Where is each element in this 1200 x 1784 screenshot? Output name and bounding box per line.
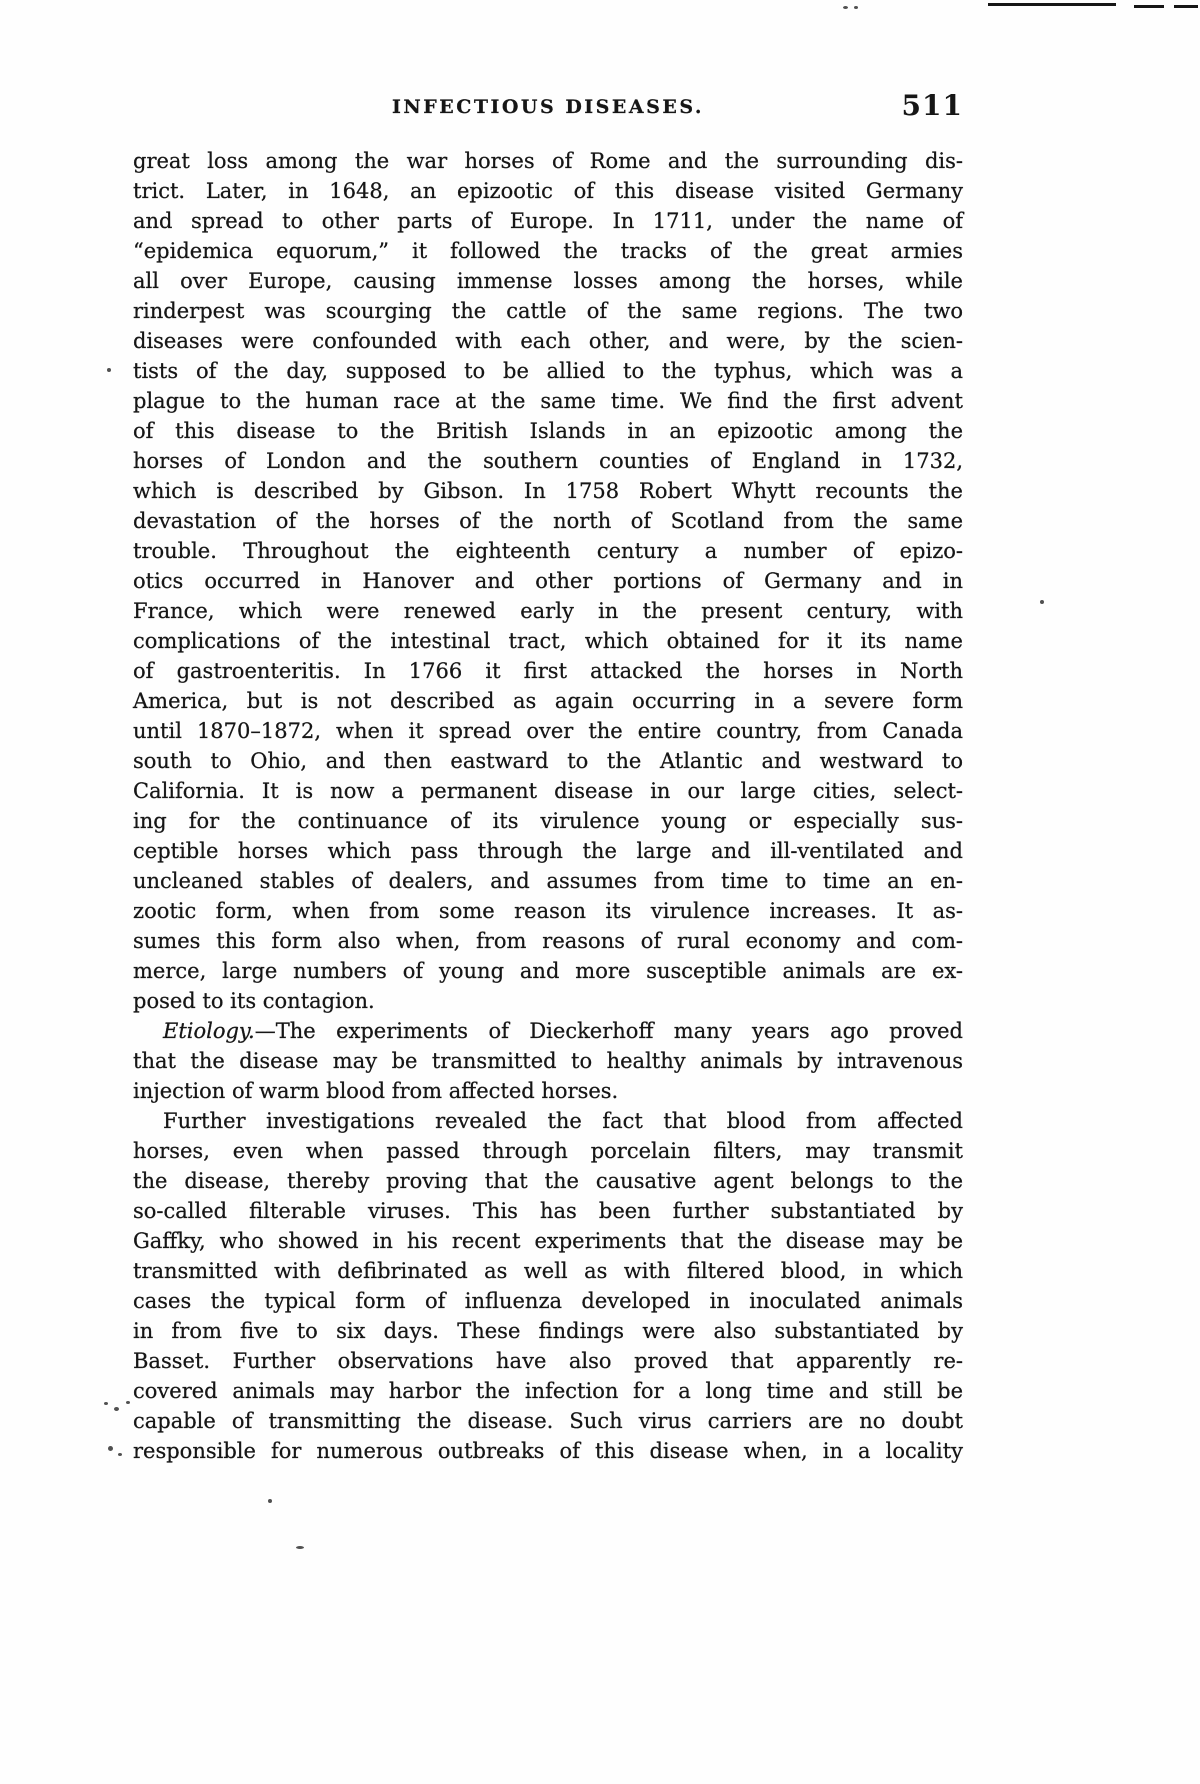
text-line: otics occurred in Hanover and other portions of Germany and in bbox=[133, 569, 963, 593]
text-line: plague to the human race at the same time. We find the first advent bbox=[133, 389, 963, 413]
text-line: Etiology.—The experiments of Dieckerhoff many years ago proved bbox=[163, 1019, 963, 1043]
scan-artifact-rule bbox=[1174, 5, 1198, 8]
text-line: horses, even when passed through porcelain filters, may transmit bbox=[133, 1139, 963, 1163]
text-line: horses of London and the southern counties of England in 1732, bbox=[133, 449, 963, 473]
text-line: zootic form, when from some reason its virulence increases. It as- bbox=[133, 899, 963, 923]
page-number: 511 bbox=[901, 89, 963, 122]
text-line: of this disease to the British Islands in an epizootic among the bbox=[133, 419, 963, 443]
text-line: “epidemica equorum,” it followed the tracks of the great armies bbox=[133, 239, 963, 263]
scan-artifact-speck bbox=[104, 1402, 108, 1405]
text-line: tists of the day, supposed to be allied to the typhus, which was a bbox=[133, 359, 963, 383]
text-line: America, but is not described as again occurring in a severe form bbox=[133, 689, 963, 713]
text-line: that the disease may be transmitted to healthy animals by intravenous bbox=[133, 1049, 963, 1073]
scan-artifact-speck bbox=[843, 6, 848, 9]
text-line: cases the typical form of influenza developed in inoculated animals bbox=[133, 1289, 963, 1313]
text-line: of gastroenteritis. In 1766 it first attacked the horses in North bbox=[133, 659, 963, 683]
scan-artifact-rule bbox=[1134, 5, 1164, 8]
text-line: transmitted with defibrinated as well as with filtered blood, in which bbox=[133, 1259, 963, 1283]
text-line: capable of transmitting the disease. Such virus carriers are no doubt bbox=[133, 1409, 963, 1433]
text-line: Further investigations revealed the fact that blood from affected bbox=[163, 1109, 963, 1133]
text-line: sumes this form also when, from reasons of rural economy and com- bbox=[133, 929, 963, 953]
scan-artifact-speck bbox=[118, 1453, 122, 1456]
text-line: and spread to other parts of Europe. In 1711, under the name of bbox=[133, 209, 963, 233]
text-line: south to Ohio, and then eastward to the Atlantic and westward to bbox=[133, 749, 963, 773]
body-text bbox=[133, 146, 963, 1466]
text-line: trict. Later, in 1648, an epizootic of this disease visited Germany bbox=[133, 179, 963, 203]
text-line: so-called filterable viruses. This has been further substantiated by bbox=[133, 1199, 963, 1223]
page-header bbox=[133, 89, 963, 132]
text-line: which is described by Gibson. In 1758 Robert Whytt recounts the bbox=[133, 479, 963, 503]
text-line: the disease, thereby proving that the causative agent belongs to the bbox=[133, 1169, 963, 1193]
scan-artifact-speck bbox=[296, 1546, 304, 1549]
text-line: trouble. Throughout the eighteenth century a number of epizo- bbox=[133, 539, 963, 563]
scan-artifact-speck bbox=[126, 1401, 130, 1404]
text-line: until 1870–1872, when it spread over the entire country, from Canada bbox=[133, 719, 963, 743]
text-line: France, which were renewed early in the present century, with bbox=[133, 599, 963, 623]
scan-artifact-speck bbox=[108, 1446, 113, 1451]
scan-artifact-speck bbox=[854, 6, 858, 9]
scan-artifact-speck bbox=[1040, 600, 1044, 604]
scan-artifact-speck bbox=[114, 1407, 119, 1411]
text-line: injection of warm blood from affected horses. bbox=[133, 1079, 619, 1103]
text-line: rinderpest was scourging the cattle of the same regions. The two bbox=[133, 299, 963, 323]
italic-lead: Etiology. bbox=[163, 1019, 255, 1043]
scan-artifact-speck bbox=[268, 1499, 272, 1503]
text-line: ing for the continuance of its virulence young or especially sus- bbox=[133, 809, 963, 833]
text-line: covered animals may harbor the infection for a long time and still be bbox=[133, 1379, 963, 1403]
text-line: in from five to six days. These findings were also substantiated by bbox=[133, 1319, 963, 1343]
text-line: devastation of the horses of the north of Scotland from the same bbox=[133, 509, 963, 533]
text-line: diseases were confounded with each other, and were, by the scien- bbox=[133, 329, 963, 353]
text-line: complications of the intestinal tract, which obtained for it its name bbox=[133, 629, 963, 653]
text-line: Gaffky, who showed in his recent experiments that the disease may be bbox=[133, 1229, 963, 1253]
text-line: all over Europe, causing immense losses among the horses, while bbox=[133, 269, 963, 293]
text-line: posed to its contagion. bbox=[133, 989, 375, 1013]
scan-artifact-speck bbox=[107, 368, 111, 372]
text-line: California. It is now a permanent disease in our large cities, select- bbox=[133, 779, 963, 803]
text-line: responsible for numerous outbreaks of this disease when, in a locality bbox=[133, 1439, 963, 1463]
text-line: ceptible horses which pass through the large and ill-ventilated and bbox=[133, 839, 963, 863]
text-line: Basset. Further observations have also proved that apparently re- bbox=[133, 1349, 963, 1373]
text-line: uncleaned stables of dealers, and assumes from time to time an en- bbox=[133, 869, 963, 893]
text-line: merce, large numbers of young and more susceptible animals are ex- bbox=[133, 959, 963, 983]
running-title: INFECTIOUS DISEASES. bbox=[391, 96, 704, 118]
scan-artifact-rule bbox=[988, 3, 1116, 6]
text-line: great loss among the war horses of Rome and the surrounding dis- bbox=[133, 149, 963, 173]
